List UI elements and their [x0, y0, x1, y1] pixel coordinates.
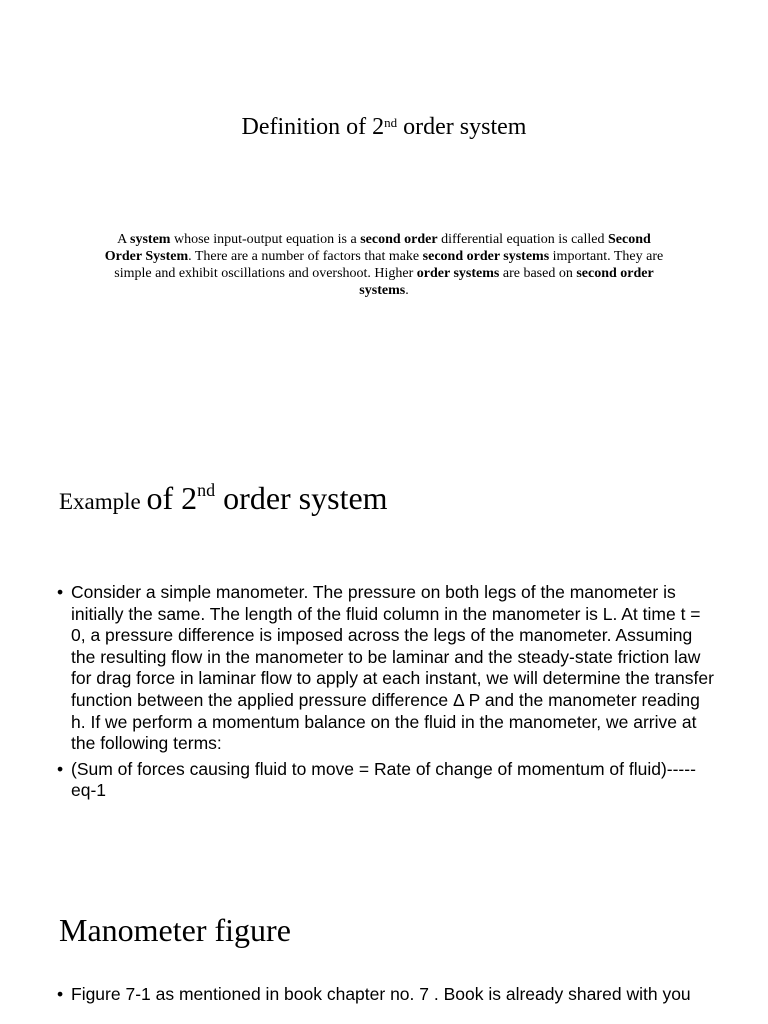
list-item [57, 984, 717, 1006]
list-item [57, 759, 717, 802]
definition-text: whose input-output equation is a [170, 232, 361, 247]
bullet-text: Figure 7-1 as mentioned in book chapter no. 7 . Book is already shared with you [71, 984, 691, 1004]
definition-bold-term: second order [360, 232, 438, 247]
example-title [59, 478, 388, 525]
example-title-lead: Example [59, 489, 147, 514]
definition-bold-term: second order systems [359, 266, 654, 298]
example-bullet-list [57, 582, 717, 806]
bullet-text: (Sum of forces causing fluid to move = Rate of change of momentum of fluid)-----eq-1 [71, 758, 696, 801]
manometer-bullet-list [57, 984, 717, 1010]
slide-example [0, 440, 768, 880]
bullet-icon: • [57, 984, 64, 1004]
slide-definition [0, 0, 768, 440]
definition-text: important. They are simple and exhibit oscillations and overshoot. Higher [114, 249, 664, 281]
example-title-main: of 2 [146, 480, 198, 516]
example-title-superscript: nd [197, 480, 216, 500]
definition-text: are based on [499, 266, 577, 281]
definition-text: . [405, 283, 409, 298]
definition-title-tail: order system [397, 114, 527, 140]
definition-bold-term: second order systems [422, 249, 550, 264]
definition-bold-term: order systems [416, 266, 500, 281]
definition-paragraph [100, 231, 668, 299]
example-title-tail: order system [215, 480, 388, 516]
definition-text: A [117, 232, 131, 247]
definition-bold-term: system [130, 232, 171, 247]
definition-title [0, 112, 768, 142]
definition-text: differential equation is called [437, 232, 609, 247]
definition-title-main: Definition of 2 [241, 114, 385, 140]
bullet-icon: • [57, 758, 64, 779]
manometer-title: Manometer figure [59, 912, 291, 948]
definition-text: . There are a number of factors that make [188, 249, 423, 264]
definition-title-superscript: nd [384, 115, 398, 130]
slide-manometer-figure [0, 880, 768, 1024]
bullet-icon: • [57, 582, 64, 602]
bullet-text: Consider a simple manometer. The pressure on both legs of the manometer is initially the same. The length of the fluid column in the manometer is L. At time t = 0, a pressure difference is imposed across the legs of the manometer. Assuming the resulting flow in the manometer to be laminar and the steady-state friction law for drag force in laminar flow to apply at each instant, we will determine the transfer function between the applied pressure difference Δ P and the manometer reading h. If we perform a momentum balance on the fluid in the manometer, we arrive at the following terms: [71, 582, 714, 754]
definition-bold-term: Second Order System [104, 232, 651, 264]
list-item [57, 582, 717, 755]
